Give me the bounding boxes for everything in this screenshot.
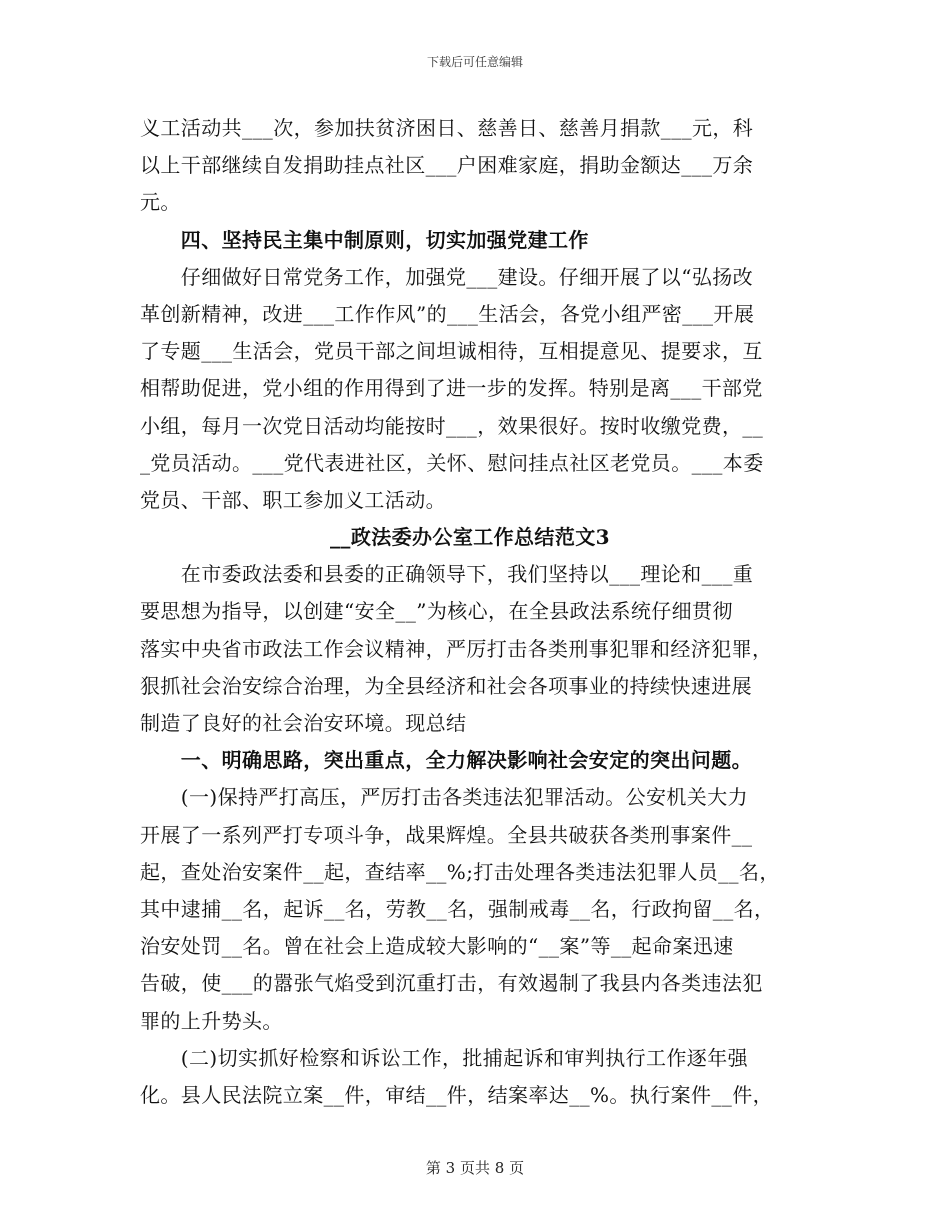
text-line: 起，查处治安案件__起，查结率__%;打击处理各类违法犯罪人员__名， — [140, 859, 780, 884]
document-body — [140, 110, 800, 1114]
page-footer: 第 3 页共 8 页 — [425, 1159, 525, 1177]
section-heading: 一、明确思路，突出重点，全力解决影响社会安定的突出问题。 — [140, 748, 752, 773]
text-line: 化。县人民法院立案__件，审结__件，结案率达__%。执行案件__件， — [140, 1082, 774, 1107]
text-line: 了专题___生活会，党员干部之间坦诚相待，互相提意见、提要求，互 — [140, 339, 763, 364]
text-line: 相帮助促进，党小组的作用得到了进一步的发挥。特别是离___干部党 — [140, 376, 763, 401]
page-header: 下载后可任意编辑 — [426, 55, 523, 69]
text-line: (二)切实抓好检察和诉讼工作，批捕起诉和审判执行工作逐年强 — [140, 1045, 749, 1070]
text-line: 狠抓社会治安综合治理，为全县经济和社会各项事业的持续快速进展 — [140, 673, 752, 698]
text-line: 制造了良好的社会治安环境。现总结 — [140, 711, 467, 735]
text-line: _党员活动。___党代表进社区，关怀、慰问挂点社区老党员。___本委 — [140, 450, 764, 475]
section-heading: 四、坚持民主集中制原则，切实加强党建工作 — [140, 227, 589, 252]
text-line: 元。 — [140, 190, 181, 215]
text-line: 在市委政法委和县委的正确领导下，我们坚持以___理论和___重 — [140, 562, 754, 587]
text-line: 以上干部继续自发捐助挂点社区___户困难家庭，捐助金额达___万余 — [140, 153, 754, 178]
text-line: 开展了一系列严打专项斗争，战果辉煌。全县共破获各类刑事案件__ — [140, 822, 753, 847]
text-line: 其中逮捕__名，起诉__名，劳教__名，强制戒毒__名，行政拘留__名， — [140, 896, 775, 921]
text-line: 告破，使___的嚣张气焰受到沉重打击，有效遏制了我县内各类违法犯 — [140, 971, 763, 996]
text-line: (一)保持严打高压，严厉打击各类违法犯罪活动。公安机关大力 — [140, 785, 749, 810]
text-line: 党员、干部、职工参加义工活动。 — [140, 487, 446, 512]
text-line: 革创新精神，改进___工作作风”的___生活会，各党小组严密___开展 — [140, 301, 755, 326]
text-line: 仔细做好日常党务工作，加强党___建设。仔细开展了以“弘扬改 — [140, 264, 754, 289]
text-line: 罪的上升势头。 — [140, 1008, 283, 1033]
document-title: __政法委办公室工作总结范文3 — [330, 525, 610, 550]
text-line: 要思想为指导，以创建“安全__”为核心，在全县政法系统仔细贯彻 — [140, 599, 733, 624]
text-line: 治安处罚__名。曾在社会上造成较大影响的“__案”等__起命案迅速 — [140, 934, 734, 959]
text-line: 小组，每月一次党日活动均能按时___，效果很好。按时收缴党费，__ — [140, 413, 764, 438]
text-line: 落实中央省市政法工作会议精神，严厉打击各类刑事犯罪和经济犯罪， — [140, 636, 773, 661]
text-line: 义工活动共___次，参加扶贫济困日、慈善日、慈善月捐款___元，科 — [140, 116, 754, 140]
